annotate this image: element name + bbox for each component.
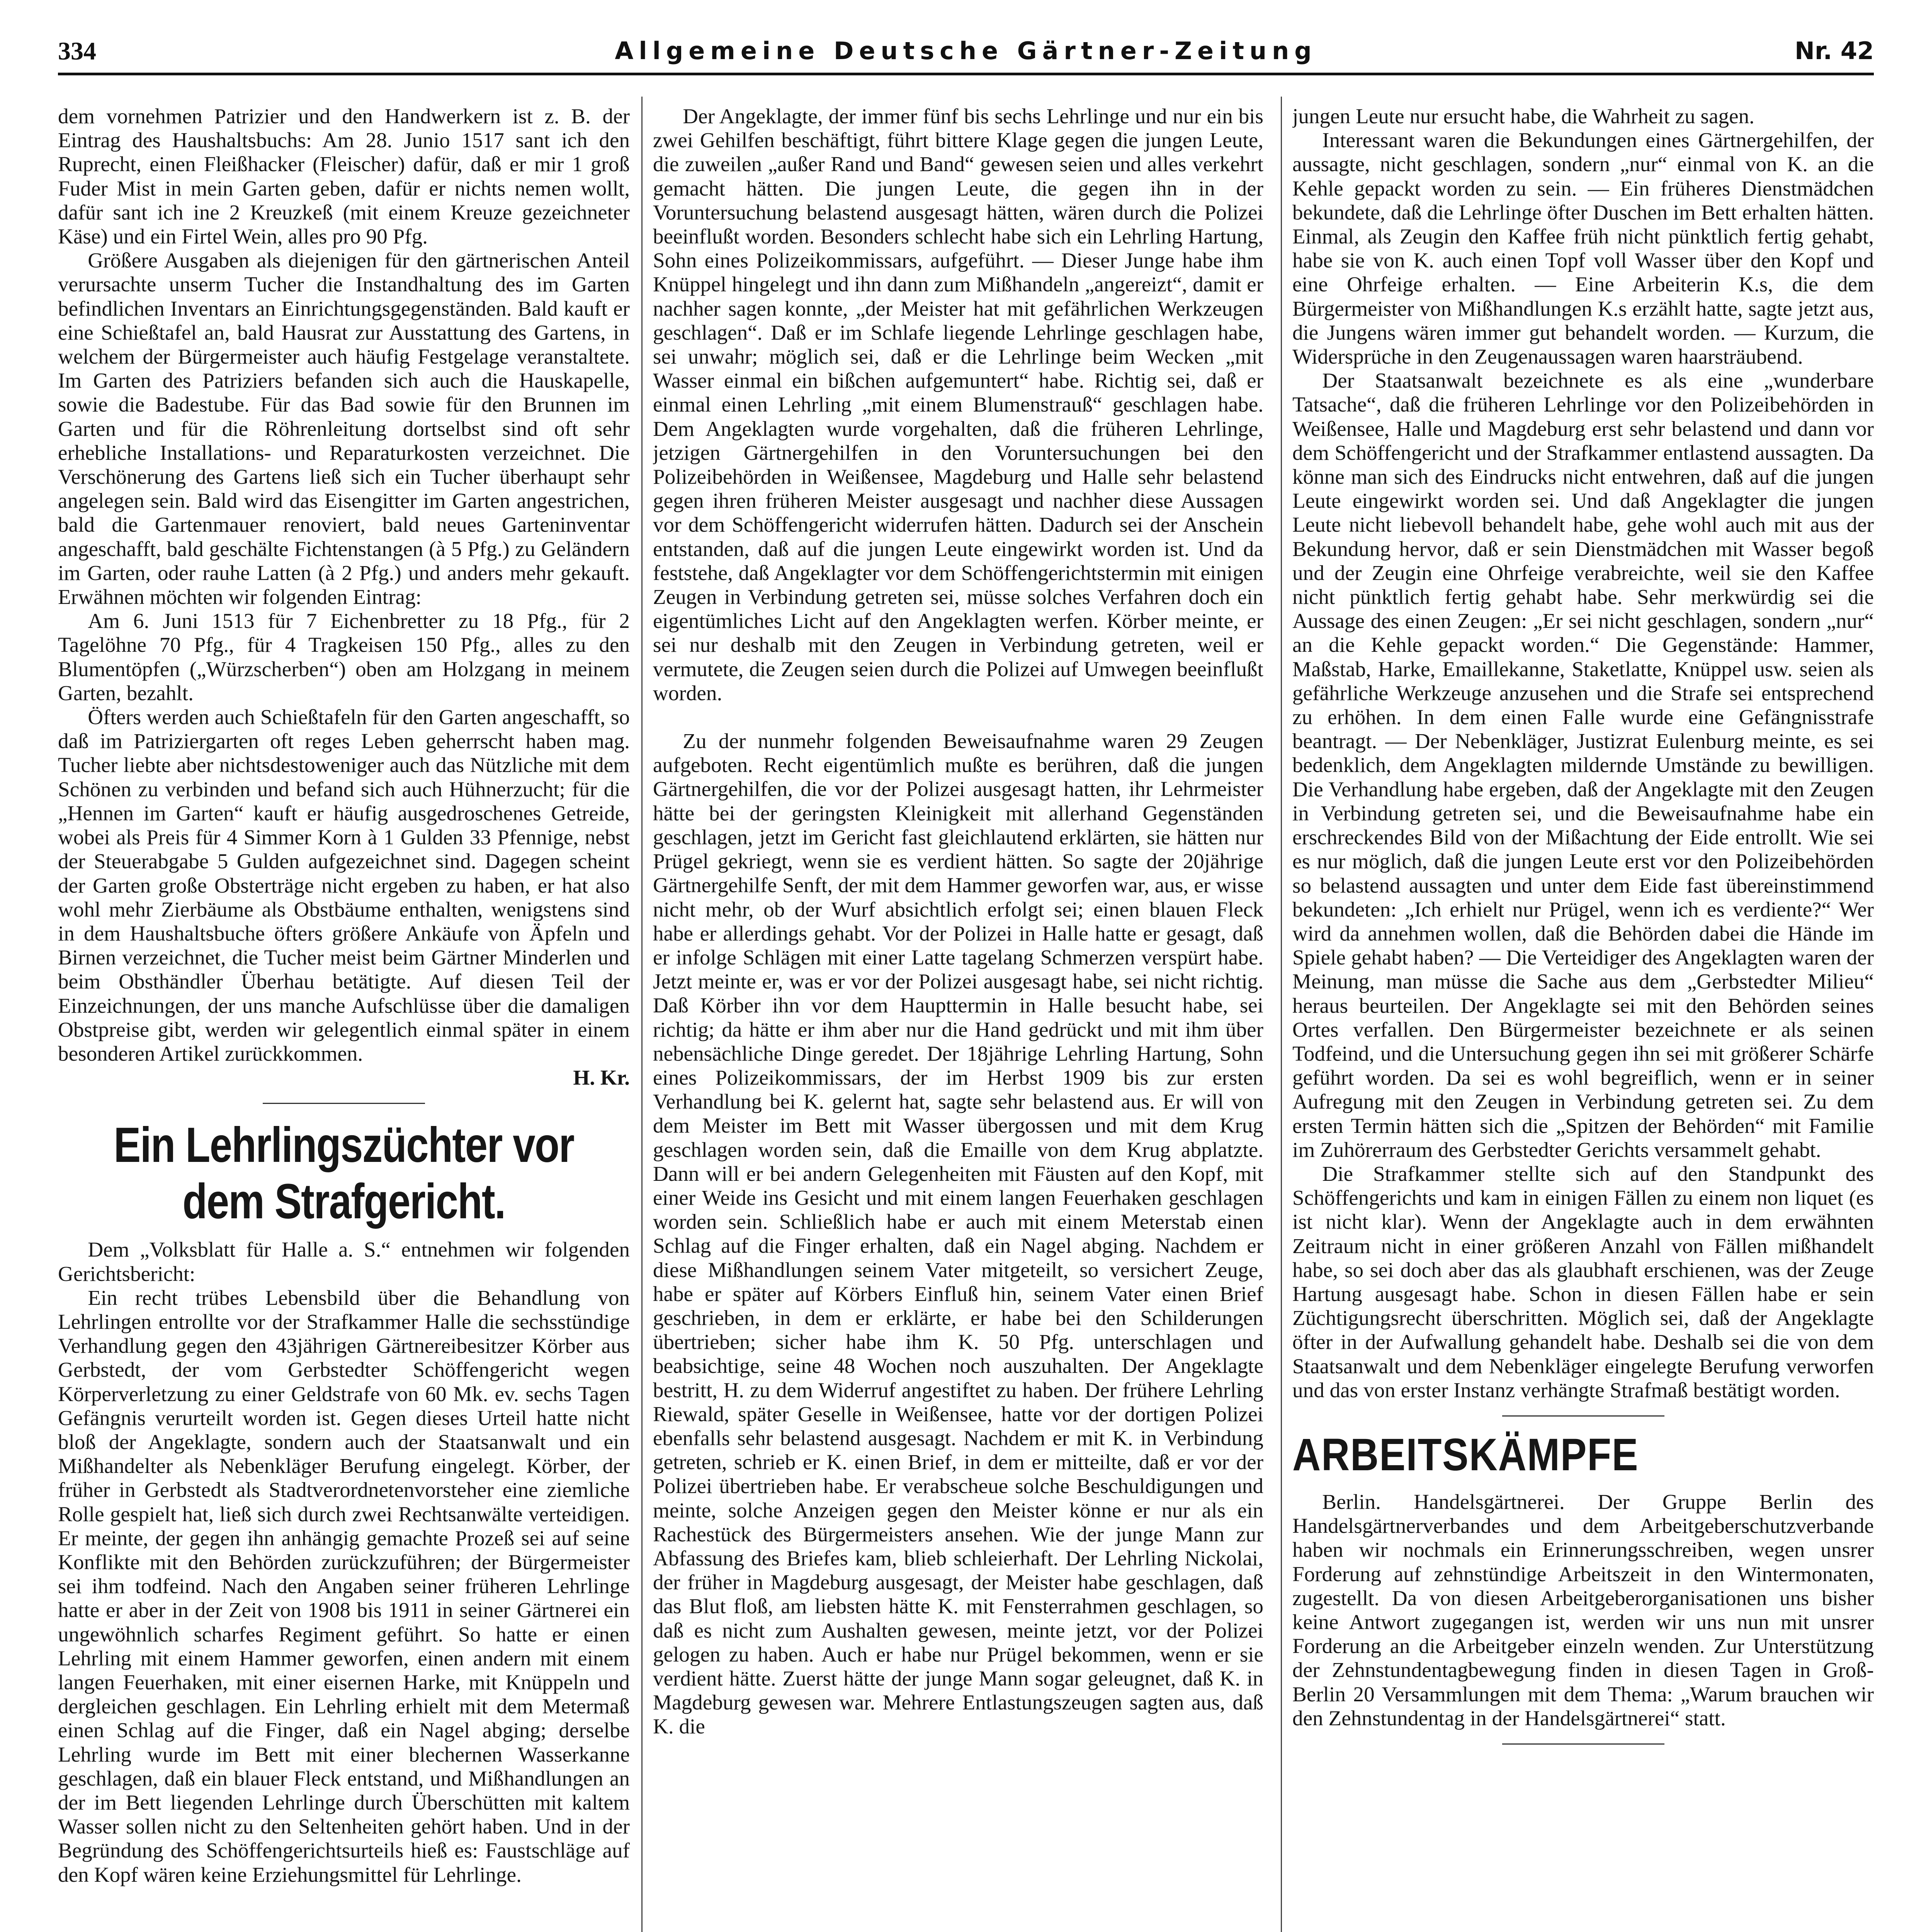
page-number: 334 (58, 37, 96, 65)
header-rule (58, 73, 1874, 75)
journal-title: Allgemeine Deutsche Gärtner-Zeitung (615, 37, 1317, 65)
paragraph: Ein recht trübes Lebensbild über die Behandlung von Lehrlingen entrollte vor der Strafkammer Halle die sechsstündige Verhandlung gegen den 43jährigen Gärtnereibesitzer Körber aus Gerbstedt, der vom Gerbstedter Schöffengericht wegen Körperverletzung zu einer Geldstrafe von 60 Mk. ev. sechs Tagen Gefängnis verurteilt worden ist. Gegen dieses Urteil hatte nicht bloß der Angeklagte, sondern auch der Staatsanwalt und ein Mißhandelter als Nebenkläger Berufung eingelegt. Körber, der früher in Gerbstedt als Stadtverordnetenvorsteher eine ziemliche Rolle gespielt hat, ließ sich durch zwei Rechtsanwälte verteidigen. Er meinte, der gegen ihn anhängig gemachte Prozeß sei auf seine Konflikte mit den Behörden zurückzuführen; der Bürgermeister sei ihm todfeind. Nach den Angaben seiner früheren Lehrlinge hatte er aber in der Zeit von 1908 bis 1911 in seiner Gärtnerei ein ungewöhnlich scharfes Regiment geführt. So hatte er einen Lehrling mit einem Hammer geworfen, einen andern mit einem langen Feuerhaken, mit einer eisernen Harke, mit Knüppeln und dergleichen geschlagen. Ein Lehrling erhielt mit dem Metermaß einen Schlag auf die Finger, daß ein Nagel abging; derselbe Lehrling wurde im Bett mit einer blechernen Wasserkanne geschlagen, daß ein blauer Fleck entstand, und Mißhandlungen an der im Bett liegenden Lehrlinge durch Überschütten mit kaltem Wasser sollen nicht zu den Seltenheiten gehört haben. Und in der Begründung des Schöffengerichtsurteils hieß es: Faustschläge auf den Kopf wären keine Erziehungsmittel für Lehrlinge. (58, 1286, 630, 1886)
paragraph: Der Staatsanwalt bezeichnete es als eine „wunderbare Tatsache“, daß die früheren Lehrlinge vor den Polizeibehörden in Weißensee, Halle und Magdeburg erst sehr belastend und dann vor dem Schöffengericht und der Strafkammer entlastend aussagten. Da könne man sich des Eindrucks nicht entwehren, daß auf die jungen Leute eingewirkt worden sei. Und daß Angeklagter die jungen Leute nicht liebevoll behandelt habe, gehe wohl auch mit aus der Bekundung hervor, daß er sein Dienstmädchen mit Wasser begoß und der Zeugin eine Ohrfeige verabreichte, weil sie den Kaffee nicht pünktlich fertig gehabt habe. Sehr merkwürdig sei die Aussage des einen Zeugen: „Er sei nicht geschlagen, sondern „nur“ an die Kehle gepackt worden.“ Die Gegenstände: Hammer, Maßstab, Harke, Emaillekanne, Staketlatte, Knüppel usw. seien als gefährliche Werkzeuge anzusehen und die Strafe sei entsprechend zu erhöhen. In dem einen Falle wurde eine Gefängnisstrafe beantragt. — Der Nebenkläger, Justizrat Eulenburg meinte, es sei bedenklich, dem Angeklagten mildernde Umstände zu bewilligen. Die Verhandlung habe ergeben, daß der Angeklagte mit den Zeugen in Verbindung getreten sei, und die Beweisaufnahme habe ein erschreckendes Bild von der Mißachtung der Eide entrollt. Wie sei es nur möglich, daß die jungen Leute erst vor den Polizeibehörden so belastend aussagten und unter dem Eide fast übereinstimmend bekundeten: „Ich erhielt nur Prügel, wenn ich es verdiente?“ Wer wird da annehmen wollen, daß die Behörden dabei die Hände im Spiele gehabt haben? — Die Verteidiger des Angeklagten waren der Meinung, man müsse die Sache aus dem „Gerbstedter Milieu“ heraus beurteilen. Der Angeklagte sei mit den Behörden seines Ortes verfallen. Den Bürgermeister bezeichnete er als seinen Todfeind, und die Untersuchung gegen ihn sei mit größerer Schärfe geführt worden. Da sei es wohl begreiflich, wenn er in seiner Aufregung mit den Zeugen in Verbindung getreten sei. Zu dem ersten Termin hätten sich die „Spitzen der Behörden“ mit Familie im Zuhörerraum des Gerbstedter Gerichts versammelt gehabt. (1292, 369, 1874, 1162)
paragraph: Zu der nunmehr folgenden Beweisaufnahme waren 29 Zeugen aufgeboten. Recht eigentümlich mußte es berühren, daß die jungen Gärtnergehilfen, die vor der Polizei ausgesagt hatten, ihr Lehrmeister hätte bei der geringsten Kleinigkeit mit allerhand Gegenständen geschlagen, jetzt im Gericht fast gleichlautend erklärten, sie hätten nur Prügel gekriegt, wenn sie es verdient hätten. So sagte der 20jährige Gärtnergehilfe Senft, der mit dem Hammer geworfen war, aus, er wisse nicht mehr, ob der Wurf absichtlich erfolgt sei; einen blauen Fleck habe er allerdings gehabt. Vor der Polizei in Halle hatte er gesagt, daß er infolge Schlägen mit einer Latte tagelang Schmerzen verspürt habe. Jetzt meinte er, was er vor der Polizei ausgesagt habe, sei nicht richtig. Daß Körber ihn vor dem Haupttermin in Halle besucht habe, sei richtig; da hätte er ihm aber nur die Hand gedrückt und mit ihm über nebensächliche Dinge geredet. Der 18jährige Lehrling Hartung, Sohn eines Polizeikommissars, der im Herbst 1909 bis zur ersten Verhandlung bei K. gelernt hat, sagte sehr belastend aus. Er will von dem Meister im Bett mit Wasser übergossen und mit dem Krug geschlagen worden sein, daß die Emaille von dem Krug abplatzte. Dann will er bei andern Gelegenheiten mit Fäusten auf den Kopf, mit einer Weide ins Gesicht und mit einem langen Feuerhaken geschlagen worden sein. Schließlich habe er auch mit einem Meterstab einen Schlag auf die Finger erhalten, daß ein Nagel abging. Nachdem er diese Mißhandlungen seinem Vater mitgeteilt, so versichert Zeuge, habe er später auf Körbers Einfluß hin, seinem Vater einen Brief geschrieben, in dem er erklärte, er habe bei den Schilderungen übertrieben; sicher habe ihm K. 50 Pfg. unterschlagen und beabsichtige, seine 48 Wochen noch auszuhalten. Der Angeklagte bestritt, H. zu dem Widerruf angestiftet zu haben. Der frühere Lehrling Riewald, später Geselle in Weißensee, hatte vor der dortigen Polizei ebenfalls sehr belastend ausgesagt. Nachdem er mit K. in Verbindung getreten, schrieb er K. einen Brief, in dem er mitteilte, daß er vor der Polizei übertrieben habe. Er verabscheue solche Beschuldigungen und meinte, solche Anzeigen gegen den Meister könne er nur als ein Rachestück des Bürgermeisters ansehen. Wie der junge Mann zur Abfassung des Briefes kam, blieb schleierhaft. Der Lehrling Nickolai, der früher in Magdeburg ausgesagt, der Meister habe geschlagen, daß das Blut floß, am liebsten hätte K. mit Fensterrahmen geschlagen, so daß es nicht zum Aushalten gewesen, meinte jetzt, vor der Polizei gelogen zu haben. Auch er habe nur Prügel bekommen, wenn er sie verdient hätte. Zuerst hätte der junge Mann sogar geleugnet, daß K. in Magdeburg gewesen war. Mehrere Entlastungszeugen sagten aus, daß K. die (653, 729, 1263, 1738)
column-middle (653, 104, 1263, 1932)
paragraph: Der Angeklagte, der immer fünf bis sechs Lehrlinge und nur ein bis zwei Gehilfen beschäftigt, führt bittere Klage gegen die jungen Leute, die zuweilen „außer Rand und Band“ gewesen seien und alles verkehrt gemacht hätten. Die jungen Leute, die gegen ihn in der Voruntersuchung belastend ausgesagt hätten, wären durch die Polizei beeinflußt worden. Besonders schlecht habe sich ein Lehrling Hartung, Sohn eines Polizeikommissars, aufgeführt. — Dieser Junge habe ihm Knüppel hingelegt und ihn dann zum Mißhandeln „angereizt“, damit er nachher sagen konnte, „der Meister hat mit gefährlichen Werkzeugen geschlagen“. Daß er im Schlafe liegende Lehrlinge geschlagen habe, sei unwahr; möglich sei, daß er die Lehrlinge beim Wecken „mit Wasser einmal ein bißchen aufgemuntert“ habe. Richtig sei, daß er einmal einen Lehrling „mit einem Blumenstrauß“ geschlagen habe. Dem Angeklagten wurde vorgehalten, daß die früheren Lehrlinge, jetzigen Gärtnergehilfen in den Voruntersuchungen bei den Polizeibehörden in Weißensee, Magdeburg und Halle sehr belastend gegen ihren früheren Meister ausgesagt und nachher diese Aussagen vor dem Schöffengericht widerrufen hätten. Dadurch sei der Anschein entstanden, daß auf die jungen Leute eingewirkt worden ist. Und da feststehe, daß Angeklagter vor dem Schöffengerichtstermin mit einigen Zeugen in Verbindung getreten sei, müsse solches Verfahren doch ein eigentümliches Licht auf den Angeklagten werfen. Körber meinte, er sei nur deshalb mit den Zeugen in Verbindung getreten, weil er vermutete, die Zeugen seien durch die Polizei auf Umwegen beeinflußt worden. (653, 104, 1263, 705)
section-divider (1502, 1743, 1664, 1745)
paragraph: Berlin. Handelsgärtnerei. Der Gruppe Berlin des Handelsgärtnerverbandes und dem Arbeitgeberschutzverbande haben wir nochmals ein Erinnerungsschreiben, wegen unsrer Forderung auf zehnstündige Arbeitszeit in den Wintermonaten, zugestellt. Da von diesen Arbeitgeberorganisationen uns bisher keine Antwort zugegangen ist, werden wir uns nun mit unsrer Forderung an die Arbeitgeber einzeln wenden. Zur Unterstützung der Zehnstundentagbewegung finden in diesen Tagen in Groß-Berlin 20 Versammlungen mit dem Thema: „Warum brauchen wir den Zehnstundentag in der Handelsgärtnerei“ statt. (1292, 1490, 1874, 1730)
page-header (58, 37, 1874, 71)
paragraph: Interessant waren die Bekundungen eines Gärtnergehilfen, der aussagte, nicht geschlagen, sondern „nur“ einmal von K. an die Kehle gepackt worden zu sein. — Ein früheres Dienstmädchen bekundete, daß die Lehrlinge öfter Duschen im Bett erhalten hätten. Einmal, als Zeugin den Kaffee früh nicht pünktlich fertig gehabt, habe sie von K. auch einen Topf voll Wasser über den Kopf und eine Ohrfeige erhalten. — Eine Arbeiterin K.s, die dem Bürgermeister von Mißhandlungen K.s erzählt hatte, sagte jetzt aus, die Jungens wären immer gut behandelt worden. — Kurzum, die Widersprüche in den Zeugenaussagen waren haarsträubend. (1292, 128, 1874, 369)
author-signature: H. Kr. (573, 1066, 630, 1090)
paragraph: Die Strafkammer stellte sich auf den Standpunkt des Schöffengerichts und kam in einigen Fällen zu einem non liquet (es ist nicht klar). Wenn der Angeklagte auch in dem erwähnten Zeitraum nicht in einer größeren Anzahl von Fällen mißhandelt habe, so sei doch aber das als glaubhaft erschienen, was der Zeuge Hartung ausgesagt habe. Schon in diesen Fällen habe er sein Züchtigungsrecht überschritten. Möglich sei, daß der Angeklagte öfter in der Aufwallung gehandelt habe. Deshalb sei die von dem Staatsanwalt und dem Nebenkläger eingelegte Berufung verworfen und das von erster Instanz verhängte Strafmaß bestätigt worden. (1292, 1162, 1874, 1402)
paragraph: Dem „Volksblatt für Halle a. S.“ entnehmen wir folgenden Gerichtsbericht: (58, 1238, 630, 1286)
paragraph: dem vornehmen Patrizier und den Handwerkern ist z. B. der Eintrag des Haushaltsbuchs: Am 28. Junio 1517 sant ich den Ruprecht, einen Fleißhacker (Fleischer) dafür, daß er mir 1 groß Fuder Mist in mein Garten geben, dafür er nichts nemen wollt, dafür sant ich ine 2 Kreuzkeß (mit einem Kreuze gezeichneter Käse) und ein Firtel Wein, alles pro 90 Pfg. (58, 104, 630, 248)
paragraph: Größere Ausgaben als diejenigen für den gärtnerischen Anteil verursachte unserm Tucher die Instandhaltung des im Garten befindlichen Inventars an Einrichtungsgegenständen. Bald kauft er eine Schießtafel an, bald Hausrat zur Ausstattung des Gartens, in welchem der Bürgermeister auch häufig Festgelage veranstaltete. Im Garten des Patriziers befanden sich auch die Hauskapelle, sowie die Badestube. Für das Bad sowie für den Brunnen im Garten und für die Röhrenleitung dortselbst sind oft sehr erhebliche Installations- und Reparaturkosten verzeichnet. Die Verschönerung des Gartens ließ sich ein Tucher überhaupt sehr angelegen sein. Bald wird das Eisengitter im Garten angestrichen, bald die Gartenmauer renoviert, bald neues Garteninventar angeschafft, bald geschälte Fichtenstangen (à 5 Pfg.) zu Geländern im Garten, oder rauhe Latten (à 2 Pfg.) und anders mehr gekauft. Erwähnen möchten wir folgenden Eintrag: (58, 248, 630, 609)
column-divider (1281, 97, 1282, 1932)
section-divider (1502, 1415, 1664, 1417)
section-divider (263, 1103, 425, 1104)
issue-number: Nr. 42 (1794, 37, 1874, 65)
section-headline: ARBEITSKÄMPFE (1292, 1429, 1639, 1480)
article-headline: Ein Lehrlingszüchter vor dem Strafgericht. (114, 1117, 574, 1230)
paragraph: jungen Leute nur ersucht habe, die Wahrheit zu sagen. (1292, 104, 1754, 128)
column-right (1292, 104, 1874, 1932)
paragraph: Öfters werden auch Schießtafeln für den Garten angeschafft, so daß im Patriziergarten oft reges Leben geherrscht haben mag. Tucher liebte aber nichtsdestoweniger auch das Nützliche mit dem Schönen zu verbinden und befand sich auch Hühnerzucht; für die „Hennen im Garten“ kauft er häufig ausgedroschenes Getreide, wobei als Preis für 4 Simmer Korn à 1 Gulden 33 Pfennige, nebst der Steuerabgabe 5 Gulden aufgezeichnet sind. Dagegen scheint der Garten große Obsterträge nicht ergeben zu haben, er hat also wohl mehr Zierbäume als Obstbäume enthalten, wenigstens sind in dem Haushaltsbuche öfters größere Ankäufe von Äpfeln und Birnen verzeichnet, die Tucher meist beim Gärtner Minderlen und beim Obsthändler Überhau betätigte. Auf diesen Teil der Einzeichnungen, der uns manche Aufschlüsse über die damaligen Obstpreise gibt, werden wir gelegentlich einmal später in einem besonderen Artikel zurückkommen. (58, 705, 630, 1065)
column-left (58, 104, 630, 1932)
column-divider (641, 97, 643, 1932)
paragraph: Am 6. Juni 1513 für 7 Eichenbretter zu 18 Pfg., für 2 Tagelöhne 70 Pfg., für 4 Tragkeisen 150 Pfg., alles zu den Blumentöpfen („Würzscherben“) oben am Holzgang in meinem Garten, bezahlt. (58, 609, 630, 705)
